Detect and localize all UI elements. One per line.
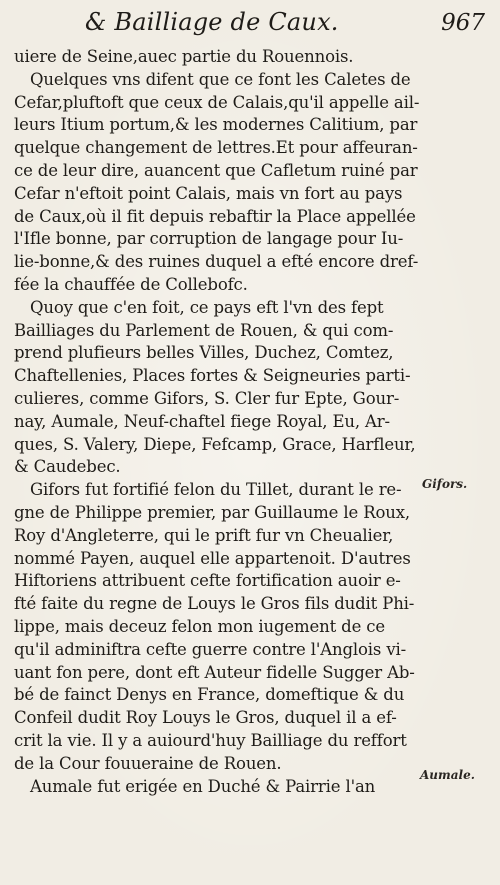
- running-head: [85, 8, 495, 46]
- text-line: Bailliages du Parlement de Rouen, & qui com-: [14, 320, 394, 340]
- text-line: Hiftoriens attribuent cefte fortification auoir e-: [14, 571, 401, 591]
- margin-note-gisors: Gifors.: [422, 477, 468, 491]
- text-line: uant fon pere, dont eft Auteur fidelle Sugger Ab-: [14, 662, 415, 682]
- text-line: Quelques vns difent que ce font les Caletes de: [30, 69, 411, 89]
- text-line: ce de leur dire, auancent que Cafletum ruiné par: [14, 160, 418, 180]
- page-number: 967: [441, 10, 485, 36]
- text-line: Cefar,pluftoft que ceux de Calais,qu'il appelle ail-: [14, 92, 420, 112]
- text-line: leurs Itium portum,& les modernes Calitium, par: [14, 115, 418, 135]
- text-line: fté faite du regne de Louys le Gros fils dudit Phi-: [14, 594, 415, 614]
- text-line: de la Cour fouueraine de Rouen.: [14, 753, 282, 773]
- text-line: quelque changement de lettres.Et pour affeuran-: [14, 138, 418, 158]
- text-line: Confeil dudit Roy Louys le Gros, duquel il a ef-: [14, 708, 397, 728]
- text-line: Gifors fut fortifié felon du Tillet, durant le re-: [30, 480, 402, 500]
- text-line: de Caux,où il fit depuis rebaftir la Place appellée: [14, 206, 416, 226]
- text-line: qu'il adminiftra cefte guerre contre l'Anglois vi-: [14, 639, 407, 659]
- running-title: & Bailliage de Caux.: [85, 8, 339, 36]
- text-line: nay, Aumale, Neuf-chaftel fiege Royal, Eu, Ar-: [14, 411, 390, 431]
- margin-note-aumale: Aumale.: [420, 768, 475, 782]
- text-line: culieres, comme Gifors, S. Cler fur Epte, Gour-: [14, 388, 400, 408]
- text-line: bé de fainct Denys en France, domeftique & du: [14, 685, 405, 705]
- text-line: l'Ifle bonne, par corruption de langage pour Iu-: [14, 229, 404, 249]
- text-line: prend plufieurs belles Villes, Duchez, Comtez,: [14, 343, 394, 363]
- text-line: Chaftellenies, Places fortes & Seigneuries parti-: [14, 366, 411, 386]
- text-line: ques, S. Valery, Diepe, Fefcamp, Grace, Harfleur,: [14, 434, 416, 454]
- text-line: nommé Payen, auquel elle appartenoit. D'autres: [14, 548, 411, 568]
- text-line: Aumale fut erigée en Duché & Pairrie l'an: [30, 776, 376, 796]
- text-line: Quoy que c'en foit, ce pays eft l'vn des fept: [30, 297, 384, 317]
- text-line: Roy d'Angleterre, qui le prift fur vn Cheualier,: [14, 525, 394, 545]
- text-line: crit la vie. Il y a auiourd'huy Bailliage du reffort: [14, 730, 407, 750]
- body-text: [14, 46, 418, 798]
- text-line: & Caudebec.: [14, 457, 121, 477]
- text-line: lippe, mais deceuz felon mon iugement de ce: [14, 616, 385, 636]
- text-line: Cefar n'eftoit point Calais, mais vn fort au pays: [14, 183, 403, 203]
- text-line: uiere de Seine,auec partie du Rouennois.: [14, 47, 354, 66]
- text-line: lie-bonne,& des ruines duquel a efté encore dref-: [14, 252, 419, 272]
- text-line: gne de Philippe premier, par Guillaume le Roux,: [14, 502, 410, 522]
- text-line: fée la chauffée de Collebofc.: [14, 274, 248, 294]
